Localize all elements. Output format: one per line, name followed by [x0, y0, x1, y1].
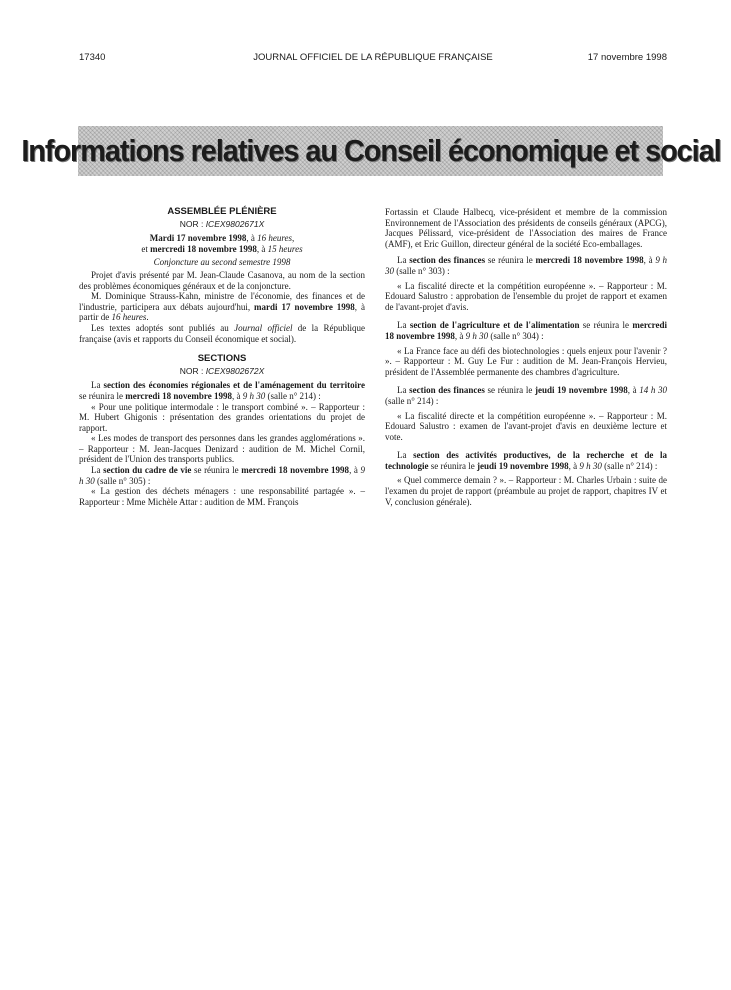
issue-date: 17 novembre 1998	[587, 52, 667, 63]
left-column	[79, 207, 365, 507]
sections-nor: NOR : ICEX9802672X	[179, 365, 265, 376]
page-header	[79, 52, 667, 66]
assemblee-theme: Conjoncture au second semestre 1998	[153, 257, 291, 268]
agenda-item: « La France face au défi des biotechnologies : quels enjeux pour l'avenir ? ». – Rapporteur : M. Guy Le Fur : audition de M. Jean-François Hervieu, président de l'Assemblée permanente des chambres d'agriculture.	[385, 345, 667, 377]
assemblee-paragraph: Projet d'avis présenté par M. Jean-Claude Casanova, au nom de la section des problèmes économiques généraux et de la conjoncture.	[79, 269, 365, 291]
agenda-item: « Quel commerce demain ? ». – Rapporteur : M. Charles Urbain : suite de l'examen du projet de rapport (préambule au projet de rapport, chapitres IV et V, conclusion générale).	[385, 475, 667, 507]
assemblee-paragraph: M. Dominique Strauss-Kahn, ministre de l'économie, des finances et de l'industrie, participera aux débats aujourd'hui, mardi 17 novembre 1998, à partir de 16 heures.	[79, 291, 365, 323]
section-notice: La section de l'agriculture et de l'alimentation se réunira le mercredi 18 novembre 1998, à 9 h 30 (salle n° 304) :	[385, 320, 668, 341]
agenda-item: « La fiscalité directe et la compétition européenne ». – Rapporteur : M. Edouard Salustro : examen de l'avant-projet d'avis en deuxième lecture et vote.	[385, 410, 667, 442]
right-column	[385, 207, 667, 507]
assemblee-heading: ASSEMBLÉE PLÉNIÈRE	[167, 206, 277, 217]
section-notice: La section des finances se réunira le jeudi 19 novembre 1998, à 14 h 30 (salle n° 214) :	[385, 385, 668, 406]
agenda-item-continued: Fortassin et Claude Halbecq, vice-président et membre de la commission Environnement de l'Association des présidents de conseils généraux (APCG), Jacques Pélissard, vice-président de l'Association des maires de France (AMF), et Eric Guillon, directeur général de la société Eco-emballages.	[385, 207, 667, 249]
agenda-item: « Pour une politique intermodale : le transport combiné ». – Rapporteur : M. Hubert Ghigonis : présentation des grandes orientations du projet de rapport.	[79, 401, 365, 433]
section-notice: La section des économies régionales et de l'aménagement du territoire se réunira le mercredi 18 novembre 1998, à 9 h 30 (salle n° 214) :	[79, 380, 365, 401]
journal-title: JOURNAL OFFICIEL DE LA RÉPUBLIQUE FRANÇAISE	[253, 52, 493, 63]
assemblee-paragraph: Les textes adoptés sont publiés au Journal officiel de la République française (avis et rapports du Conseil économique et social).	[79, 322, 365, 344]
agenda-item: « Les modes de transport des personnes dans les grandes agglomérations ». – Rapporteur : M. Jean-Jacques Denizard : audition de M. Michel Cornil, président de l'Union des transports publics.	[79, 433, 365, 465]
assemblee-nor: NOR : ICEX9802671X	[179, 218, 265, 229]
section-notice: La section des activités productives, de la recherche et de la technologie se réunira le jeudi 19 novembre 1998, à 9 h 30 (salle n° 214) :	[385, 450, 667, 471]
section-notice: La section du cadre de vie se réunira le mercredi 18 novembre 1998, à 9 h 30 (salle n° 305) :	[79, 465, 366, 486]
section-notice: La section des finances se réunira le mercredi 18 novembre 1998, à 9 h 30 (salle n° 303) :	[385, 255, 668, 276]
page-number: 17340	[79, 52, 106, 63]
assemblee-date-2: et mercredi 18 novembre 1998, à 15 heures	[141, 243, 303, 254]
section-banner	[20, 126, 721, 176]
banner-title: Informations relatives au Conseil économique et social	[20, 133, 721, 168]
assemblee-date-1: Mardi 17 novembre 1998, à 16 heures,	[149, 233, 295, 244]
agenda-item: « La fiscalité directe et la compétition européenne ». – Rapporteur : M. Edouard Salustro : approbation de l'ensemble du projet de rapport et examen de l'avant-projet d'avis.	[385, 280, 667, 312]
agenda-item: « La gestion des déchets ménagers : une responsabilité partagée ». – Rapporteur : Mme Michèle Attar : audition de MM. François	[79, 486, 365, 507]
sections-heading: SECTIONS	[197, 353, 247, 365]
